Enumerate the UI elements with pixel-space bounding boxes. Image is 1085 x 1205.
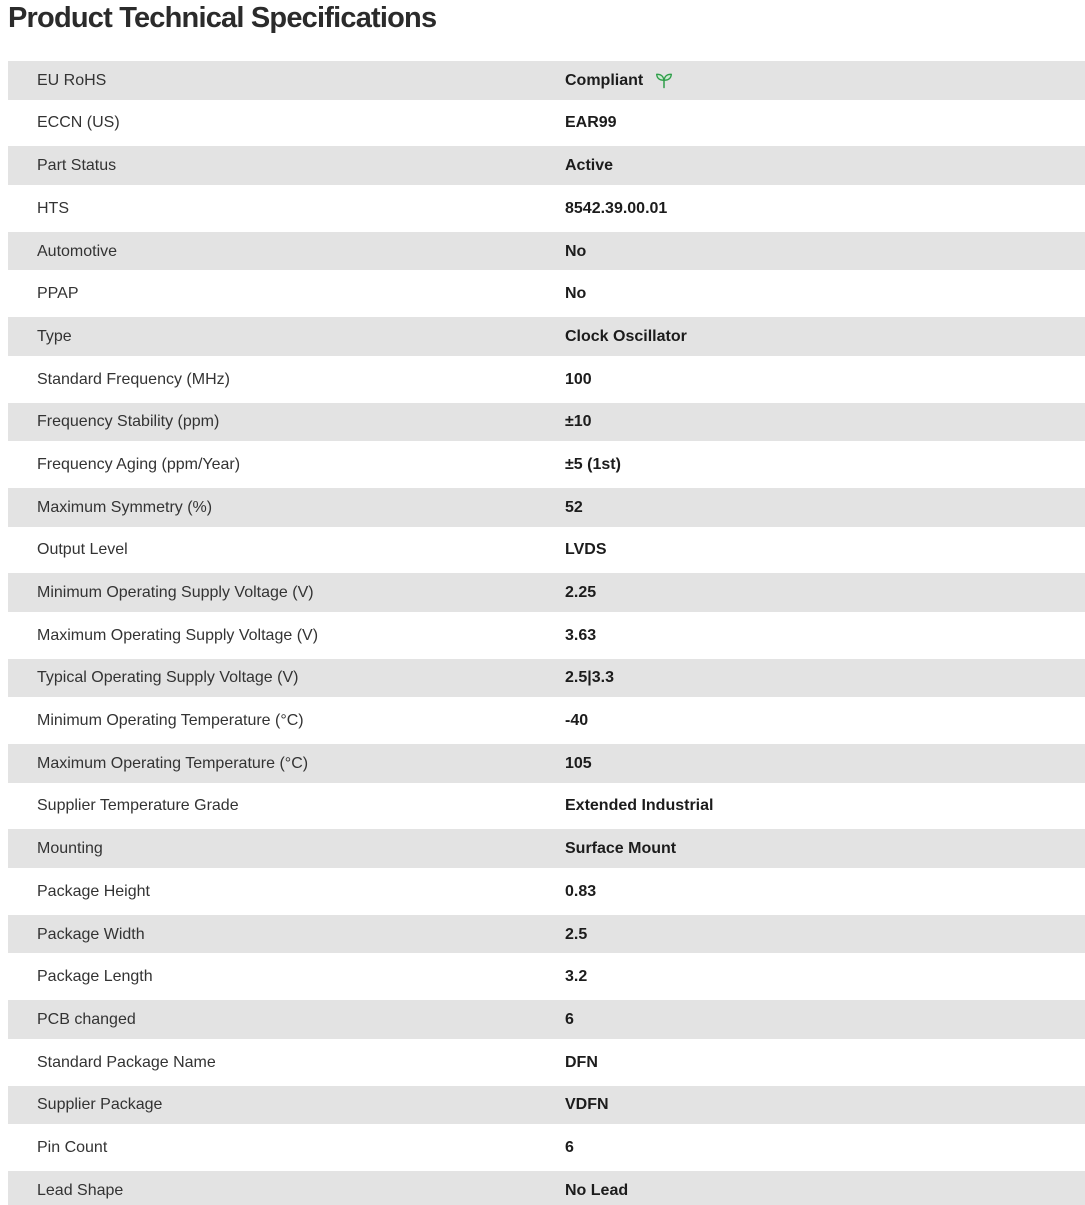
spec-value: [565, 327, 1085, 346]
spec-value: [565, 754, 1085, 773]
spec-label-text: Pin Count: [37, 1138, 108, 1156]
spec-value: [565, 1053, 1085, 1072]
spec-label-text: PCB changed: [37, 1010, 136, 1028]
table-row: [8, 870, 1085, 913]
spec-label: [8, 1181, 565, 1200]
table-row: [8, 742, 1085, 785]
spec-label: [8, 498, 565, 517]
spec-value-text: 2.25: [565, 584, 597, 601]
spec-label: [8, 668, 565, 687]
spec-value: [565, 199, 1085, 218]
page-title: Product Technical Specifications: [8, 2, 437, 34]
spec-label-text: Maximum Operating Temperature (°C): [37, 754, 309, 772]
spec-table: [8, 59, 1085, 1205]
spec-value-text: VDFN: [565, 1096, 609, 1114]
spec-value-text: Surface Mount: [565, 840, 677, 858]
spec-label-text: Output Level: [37, 541, 128, 559]
spec-value: [565, 1095, 1085, 1114]
spec-value: [565, 1138, 1085, 1157]
leaf-sprout-icon: [654, 70, 674, 90]
spec-value: [565, 70, 1085, 90]
spec-label: [8, 242, 565, 261]
spec-value: [565, 284, 1085, 303]
table-row: [8, 443, 1085, 486]
spec-label: [8, 1138, 565, 1157]
spec-value-text: DFN: [565, 1053, 598, 1071]
spec-label: [8, 882, 565, 901]
spec-value-text: ±10: [565, 413, 592, 431]
spec-value-text: 6: [565, 1138, 574, 1156]
spec-value-text: No: [565, 285, 587, 303]
spec-label: [8, 839, 565, 858]
table-row: [8, 1169, 1085, 1205]
spec-label: [8, 1053, 565, 1072]
spec-label: [8, 156, 565, 175]
spec-label: [8, 113, 565, 132]
spec-value-text: 8542.39.00.01: [565, 199, 668, 217]
spec-label: [8, 540, 565, 559]
spec-label: [8, 796, 565, 815]
table-row: [8, 59, 1085, 102]
spec-value: [565, 498, 1085, 517]
table-row: [8, 955, 1085, 998]
spec-value: [565, 156, 1085, 175]
table-row: [8, 913, 1085, 956]
spec-value: [565, 967, 1085, 986]
table-row: [8, 699, 1085, 742]
spec-label-text: Typical Operating Supply Voltage (V): [37, 669, 299, 687]
spec-label-text: Maximum Symmetry (%): [37, 498, 213, 516]
spec-label-text: Package Width: [37, 925, 145, 943]
table-row: [8, 486, 1085, 529]
table-row: [8, 102, 1085, 145]
spec-value-text: 6: [565, 1010, 574, 1028]
spec-label-text: Package Length: [37, 968, 153, 986]
spec-value: [565, 1010, 1085, 1029]
spec-label: [8, 754, 565, 773]
table-row: [8, 187, 1085, 230]
spec-value-text: 2.5: [565, 925, 588, 943]
spec-value-text: 3.63: [565, 626, 597, 644]
spec-label-text: Frequency Aging (ppm/Year): [37, 455, 241, 473]
table-row: [8, 785, 1085, 828]
table-row: [8, 827, 1085, 870]
spec-label-text: PPAP: [37, 285, 79, 303]
spec-label-text: Supplier Temperature Grade: [37, 797, 239, 815]
spec-value: [565, 882, 1085, 901]
spec-label-text: Part Status: [37, 157, 117, 175]
spec-label-text: EU RoHS: [37, 71, 107, 89]
spec-label: [8, 711, 565, 730]
spec-value: [565, 839, 1085, 858]
table-row: [8, 657, 1085, 700]
spec-value-text: No Lead: [565, 1181, 629, 1199]
table-row: [8, 230, 1085, 273]
spec-value-text: No: [565, 242, 587, 260]
spec-value: [565, 412, 1085, 431]
spec-label: [8, 71, 565, 90]
spec-label: [8, 583, 565, 602]
table-row: [8, 1126, 1085, 1169]
spec-label-text: Standard Frequency (MHz): [37, 370, 230, 388]
spec-value-text: 0.83: [565, 882, 597, 900]
spec-value-text: Active: [565, 157, 614, 175]
table-row: [8, 272, 1085, 315]
spec-value-text: -40: [565, 712, 589, 730]
spec-value-text: Extended Industrial: [565, 797, 714, 815]
table-row: [8, 315, 1085, 358]
spec-value-text: EAR99: [565, 114, 617, 132]
spec-value: [565, 113, 1085, 132]
spec-value-text: 2.5|3.3: [565, 669, 614, 687]
spec-label: [8, 327, 565, 346]
spec-value: [565, 668, 1085, 687]
table-row: [8, 1041, 1085, 1084]
spec-label-text: Maximum Operating Supply Voltage (V): [37, 626, 319, 644]
table-row: [8, 358, 1085, 401]
table-row: [8, 571, 1085, 614]
spec-label: [8, 626, 565, 645]
spec-label-text: HTS: [37, 199, 69, 217]
spec-value-text: 3.2: [565, 968, 588, 986]
table-row: [8, 1084, 1085, 1127]
spec-value-text: LVDS: [565, 541, 607, 559]
table-row: [8, 144, 1085, 187]
table-row: [8, 401, 1085, 444]
spec-label-text: Minimum Operating Temperature (°C): [37, 712, 304, 730]
spec-label: [8, 199, 565, 218]
spec-value-text: Clock Oscillator: [565, 327, 687, 345]
spec-label-text: Automotive: [37, 242, 118, 260]
spec-value-text: 105: [565, 754, 592, 772]
spec-value: [565, 242, 1085, 261]
spec-label: [8, 1095, 565, 1114]
spec-label: [8, 455, 565, 474]
spec-label: [8, 284, 565, 303]
spec-label-text: Package Height: [37, 882, 150, 900]
spec-value: [565, 711, 1085, 730]
spec-label: [8, 370, 565, 389]
spec-value-text: 52: [565, 498, 583, 516]
table-row: [8, 529, 1085, 572]
table-row: [8, 614, 1085, 657]
spec-label-text: ECCN (US): [37, 114, 120, 132]
spec-value-text: Compliant: [565, 71, 644, 89]
spec-label: [8, 967, 565, 986]
spec-label-text: Lead Shape: [37, 1181, 124, 1199]
spec-value: [565, 1181, 1085, 1200]
spec-label: [8, 412, 565, 431]
spec-value: [565, 626, 1085, 645]
spec-value: [565, 540, 1085, 559]
spec-label-text: Frequency Stability (ppm): [37, 413, 220, 431]
spec-value: [565, 796, 1085, 815]
spec-value: [565, 583, 1085, 602]
spec-value-text: ±5 (1st): [565, 455, 621, 473]
spec-label: [8, 1010, 565, 1029]
table-row: [8, 998, 1085, 1041]
spec-label-text: Type: [37, 327, 72, 345]
spec-value-text: 100: [565, 370, 592, 388]
spec-value: [565, 370, 1085, 389]
spec-label-text: Minimum Operating Supply Voltage (V): [37, 584, 314, 601]
spec-label-text: Supplier Package: [37, 1096, 163, 1114]
spec-label-text: Mounting: [37, 840, 103, 858]
spec-value: [565, 455, 1085, 474]
spec-value: [565, 925, 1085, 944]
spec-label: [8, 925, 565, 944]
spec-label-text: Standard Package Name: [37, 1053, 216, 1071]
